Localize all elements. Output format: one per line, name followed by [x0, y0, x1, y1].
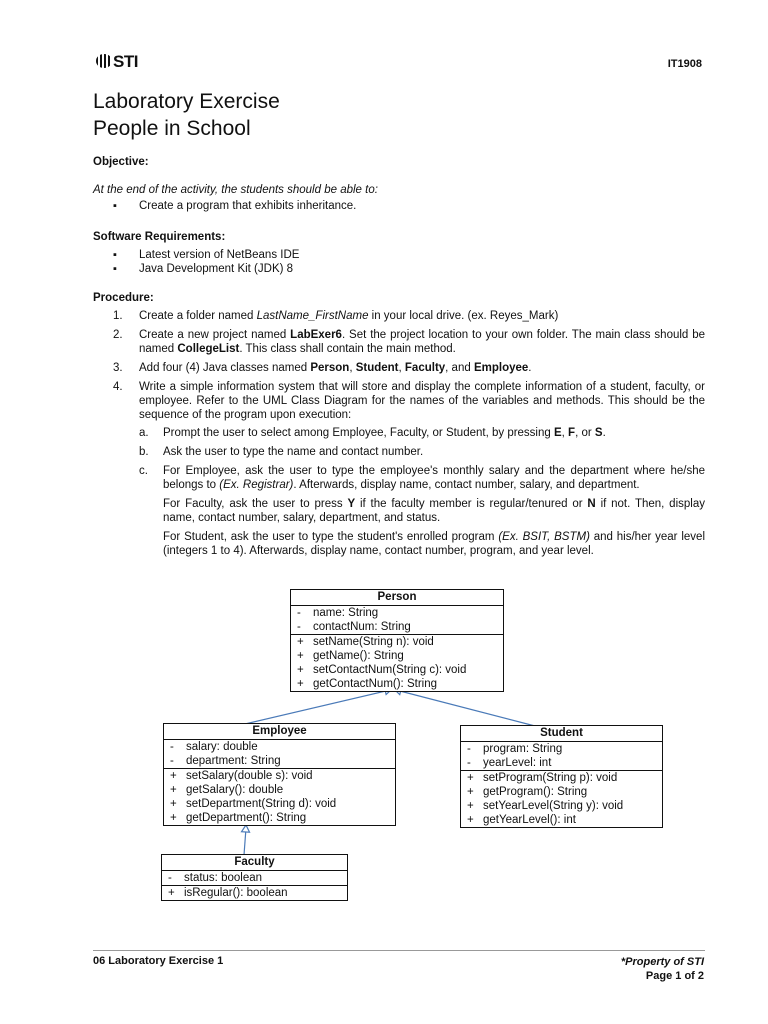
footer-info — [621, 955, 704, 983]
uml-member — [162, 886, 347, 900]
member-text: salary: double — [186, 741, 258, 753]
uml-member — [461, 756, 662, 770]
methods — [162, 886, 347, 900]
uml-member — [164, 754, 395, 768]
uml-member — [162, 871, 347, 885]
class-name: Faculty — [162, 855, 347, 871]
visibility-marker: + — [467, 786, 474, 798]
inheritance-arrowhead — [242, 825, 250, 832]
list-item: ▪ Java Development Kit (JDK) 8 — [93, 262, 705, 276]
methods — [164, 769, 395, 825]
visibility-marker: - — [168, 872, 172, 884]
member-text: setYearLevel(String y): void — [483, 800, 624, 812]
footer-doc-name: 06 Laboratory Exercise 1 — [93, 955, 224, 967]
attributes — [164, 740, 395, 769]
visibility-marker: + — [467, 800, 474, 812]
member-text: contactNum: String — [313, 621, 411, 633]
software-heading: Software Requirements: — [93, 231, 226, 243]
member-text: getYearLevel(): int — [483, 814, 576, 826]
visibility-marker: + — [170, 784, 177, 796]
title-line-2: People in School — [93, 117, 251, 140]
member-text: program: String — [483, 743, 563, 755]
class-name: Employee — [164, 724, 395, 740]
substep-a: a. Prompt the user to select among Employee, Faculty, or Student, by pressing E, F, or S. — [139, 427, 606, 439]
document-code: IT1908 — [667, 58, 702, 70]
member-text: setContactNum(String c): void — [313, 664, 467, 676]
visibility-marker: - — [170, 755, 174, 767]
uml-member — [291, 620, 503, 634]
class-name: Person — [291, 590, 503, 606]
uml-member — [164, 811, 395, 825]
visibility-marker: + — [297, 636, 304, 648]
member-text: getSalary(): double — [186, 784, 284, 796]
procedure-step-1: 1. Create a folder named LastName_FirstName in your local drive. (ex. Reyes_Mark) — [113, 310, 559, 322]
uml-class-student — [460, 725, 663, 828]
visibility-marker: + — [297, 650, 304, 662]
procedure-step-3: 3. Add four (4) Java classes named Person, Student, Faculty, and Employee. — [113, 362, 532, 374]
member-text: setSalary(double s): void — [186, 770, 313, 782]
objective-intro: At the end of the activity, the students should be able to: — [93, 184, 378, 196]
visibility-marker: - — [170, 741, 174, 753]
uml-class-employee — [163, 723, 396, 826]
visibility-marker: - — [297, 607, 301, 619]
member-text: getName(): String — [313, 650, 404, 662]
uml-member — [461, 771, 662, 785]
attributes — [162, 871, 347, 886]
employee-to-person-line — [245, 690, 390, 724]
uml-member — [164, 769, 395, 783]
visibility-marker: - — [467, 743, 471, 755]
methods — [291, 635, 503, 691]
member-text: isRegular(): boolean — [184, 887, 288, 899]
visibility-marker: - — [297, 621, 301, 633]
substep-c: c. For Employee, ask the user to type the employee's monthly salary and the department where he/she belongs to (Ex. Registrar). Afterwards, display name, contact number, salary, and department. For Faculty, ask the user to press Y if the faculty member is regular/tenured or N if not. Then, display name, contact number, salary, department, and status. For Student, ask the user to type the student's enrolled program (Ex. BSIT, BSTM) and his/her year level (integers 1 to 4). Afterwards, display name, contact number, program, and year level. — [139, 465, 706, 557]
student-instructions: For Student, ask the user to type the student's enrolled program (Ex. BSIT, BSTM) and his/her year level (integers 1 to 4). Afterwards, display name, contact number, program, and year level. — [163, 531, 706, 557]
visibility-marker: - — [467, 757, 471, 769]
uml-member — [461, 785, 662, 799]
visibility-marker: + — [168, 887, 175, 899]
attributes — [461, 742, 662, 771]
uml-class-person — [290, 589, 504, 692]
footer-divider — [93, 950, 705, 951]
procedure-step-2: 2. Create a new project named LabExer6. Set the project location to your own folder. The main class should be named CollegeList. This class shall contain the main method. — [113, 329, 705, 355]
member-text: getContactNum(): String — [313, 678, 437, 690]
visibility-marker: + — [297, 664, 304, 676]
visibility-marker: + — [170, 798, 177, 810]
member-text: name: String — [313, 607, 379, 619]
substep-b: b. Ask the user to type the name and contact number. — [139, 446, 424, 458]
member-text: getProgram(): String — [483, 786, 588, 798]
methods — [461, 771, 662, 827]
procedure-heading: Procedure: — [93, 292, 154, 304]
uml-member — [461, 813, 662, 827]
member-text: getDepartment(): String — [186, 812, 307, 824]
logo-text: STI — [113, 52, 138, 71]
uml-member — [461, 799, 662, 813]
member-text: yearLevel: int — [483, 757, 552, 769]
visibility-marker: + — [467, 772, 474, 784]
attributes — [291, 606, 503, 635]
member-text: department: String — [186, 755, 281, 767]
uml-member — [291, 663, 503, 677]
list-item: ▪ Latest version of NetBeans IDE — [93, 248, 705, 262]
class-name: Student — [461, 726, 662, 742]
faculty-instructions: For Faculty, ask the user to press Y if the faculty member is regular/tenured or N if not. Then, display name, contact number, salary, department, and status. — [163, 498, 705, 524]
uml-member — [291, 677, 503, 691]
procedure-step-4: 4. Write a simple information system that will store and display the complete information of a student, faculty, or employee. Refer to the UML Class Diagram for the names of the variables and methods. This should be the sequence of the program upon execution: a. Prompt the user to select among Employee, Faculty, or Student, by pressing E, F, or S. b. Ask the user to type the name and contact number. c. For Employee, ask the user to type the employee's monthly salary and the department where he/she belongs to (Ex. Registrar). Afterwards, display name, contact number, salary, and department. For Faculty, ask the user to press Y if the faculty member is regular/tenured or N if not. Then, display name, contact number, salary, department, and status. For Student, ask the user to type the student's enrolled program (Ex. BSIT, BSTM) and his/her year level (integers 1 to 4). Afterwards, display name, contact number, program, and year level. — [113, 381, 706, 557]
uml-member — [164, 797, 395, 811]
member-text: setProgram(String p): void — [483, 772, 618, 784]
visibility-marker: + — [297, 678, 304, 690]
title-line-1: Laboratory Exercise — [93, 90, 280, 113]
uml-member — [164, 740, 395, 754]
student-to-person-line — [396, 690, 535, 726]
visibility-marker: + — [467, 814, 474, 826]
visibility-marker: + — [170, 770, 177, 782]
uml-member — [291, 649, 503, 663]
visibility-marker: + — [170, 812, 177, 824]
footer-page-number: Page 1 of 2 — [645, 970, 704, 982]
uml-member — [291, 635, 503, 649]
member-text: setName(String n): void — [313, 636, 434, 648]
uml-member — [461, 742, 662, 756]
member-text: status: boolean — [184, 872, 263, 884]
list-item: ▪ Create a program that exhibits inheritance. — [93, 199, 705, 213]
member-text: setDepartment(String d): void — [186, 798, 337, 810]
uml-member — [164, 783, 395, 797]
uml-class-faculty — [161, 854, 348, 901]
objective-heading: Objective: — [93, 156, 149, 168]
uml-member — [291, 606, 503, 620]
footer-property: *Property of STI — [620, 956, 704, 968]
